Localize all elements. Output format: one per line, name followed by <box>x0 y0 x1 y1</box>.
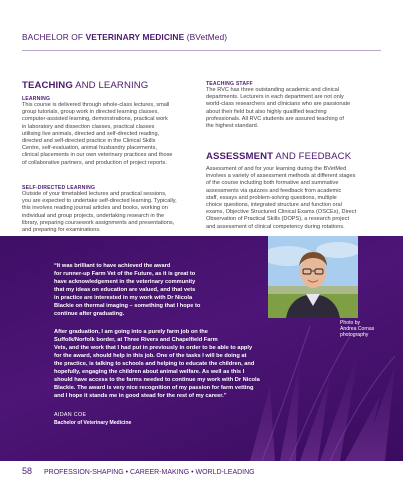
text-line: Outside of your timetabled lectures and practical sessions, <box>22 191 167 197</box>
quote-line: the practice, is talking to schools and helping to educate the children, and <box>54 361 255 367</box>
text-line: utilising live animals, directed and self-directed reading, <box>22 130 160 137</box>
teaching-title-rest: AND LEARNING <box>75 80 149 91</box>
page-footer <box>22 466 255 476</box>
quote-line: for runner-up Farm Vet of the Future, as it is great to <box>54 271 196 277</box>
quote-line: “It was brilliant to have achieved the award <box>54 263 171 269</box>
header-prefix: BACHELOR OF <box>22 32 84 42</box>
learning-heading: LEARNING <box>22 96 51 102</box>
text-line: individual and group projects, undertaking research in the <box>22 212 165 219</box>
text-line: choice questions, integrated structure and function oral <box>206 202 342 209</box>
quote-line: should have access to the farms needed to continue my work with Dr Nicola <box>54 377 260 383</box>
text-line: Centre, self-evaluation, animal husbandry placements, <box>22 145 157 152</box>
teaching-title <box>22 80 148 91</box>
header-rule <box>22 50 381 51</box>
text-line: clinical placements in our own veterinary practices and those <box>22 152 173 159</box>
quote-line: in practice are interested in my work with Dr Nicola <box>54 295 193 301</box>
text-line: this involves reading journal articles and books, working on <box>22 205 168 212</box>
assessment-title-bold: ASSESSMENT <box>206 151 274 162</box>
text-line: This course is delivered through whole-class lectures, small <box>22 102 170 108</box>
self-directed-paragraph <box>22 191 202 234</box>
text-line: group tutorials, group work in directed learning classes, <box>22 109 159 116</box>
quote-line: Vets, and the work that I had put in previously in order to be able to apply <box>54 345 253 351</box>
text-line: about their field but also highly qualified teaching <box>206 108 327 115</box>
photo-credit-line: Andrea Cornas <box>340 326 375 333</box>
quote-line: for the award, should help in this job. One of the tasks I will be doing at <box>54 353 247 359</box>
teaching-staff-heading: TEACHING STAFF <box>206 81 253 87</box>
assessment-title <box>206 151 351 162</box>
text-line: involves a variety of assessment methods at different stages <box>206 173 356 180</box>
text-line: world-class researchers and clinicians who are passionate <box>206 101 351 108</box>
text-line: of the course including both formative and summative <box>206 180 339 187</box>
text-line: directed and self-directed practice in the Clinical Skills <box>22 138 156 145</box>
quote-author-name: AIDAN COE <box>54 412 87 418</box>
photo-credit-line: Photo by <box>340 320 361 326</box>
text-line: staff, essays and problem-solving questions, multiple <box>206 194 337 201</box>
text-line: Observation of Practical Skills (DOPS), a research project <box>206 216 350 223</box>
text-line: exams, Objective Structured Clinical Exams (OSCEs), Direct <box>206 209 357 216</box>
photo-credit <box>340 320 374 339</box>
quote-body <box>54 328 344 400</box>
quote-line: Blackie. The award is very nice recognition of my passion for farm vetting <box>54 385 254 391</box>
quote-author-role: Bachelor of Veterinary Medicine <box>54 420 132 426</box>
header-course: VETERINARY MEDICINE <box>85 32 185 42</box>
page-number: 58 <box>22 466 33 476</box>
self-directed-heading: SELF-DIRECTED LEARNING <box>22 185 96 191</box>
header-suffix: (BVetMed) <box>186 32 228 42</box>
text-line: departments. Lecturers in each department are not only <box>206 94 344 101</box>
assessment-title-rest: AND FEEDBACK <box>275 151 352 162</box>
learning-paragraph <box>22 102 202 167</box>
photo-credit-line: photography <box>340 332 369 339</box>
teaching-title-bold: TEACHING <box>22 80 73 91</box>
text-line: professionals. All RVC students are assured teaching of <box>206 115 344 122</box>
page-header <box>22 32 227 42</box>
teaching-staff-paragraph <box>206 87 386 130</box>
text-line: the highest standard. <box>206 123 259 130</box>
assessment-paragraph <box>206 166 388 231</box>
text-line: computer-assisted learning, demonstrations, practical work <box>22 116 168 123</box>
text-line: in laboratory and dissection classes, practical classes <box>22 123 155 130</box>
quote-line: that my ideas on education are valued, and that vets <box>54 287 196 293</box>
text-line: and assessment of clinical competency during rotations. <box>206 223 345 230</box>
quote-line: After graduation, I am going into a purely farm job on the <box>54 329 208 335</box>
text-line: and preparing for examinations. <box>22 227 101 234</box>
text-line: Assessment of and for your learning during the BVetMed <box>206 166 347 172</box>
student-portrait-icon <box>268 236 358 318</box>
text-line: The RVC has three outstanding academic and clinical <box>206 87 339 93</box>
quote-line: Suffolk/Norfolk border, at Three Rivers and Chapelfield Farm <box>54 337 218 343</box>
quote-line: hopefully, engaging the children about animal welfare. As well as this I <box>54 369 245 375</box>
text-line: you are expected to undertake self-directed learning. Typically, <box>22 198 177 205</box>
text-line: of collaborative partners, and production of project reports. <box>22 159 167 166</box>
text-line: library, preparing coursework assignments and presentations, <box>22 219 175 226</box>
quote-line: continue after graduating. <box>54 311 125 317</box>
quote-intro <box>54 262 264 318</box>
text-line: assessments via quizzes and feedback from academic <box>206 187 342 194</box>
footer-tagline: PROFESSION-SHAPING • CAREER-MAKING • WORLD-LEADING <box>43 469 255 476</box>
quote-line: have acknowledgement in the veterinary community <box>54 279 196 285</box>
quote-line: Blackie on thermal imaging – something that I hope to <box>54 303 201 309</box>
quote-line: and I hope it stands me in good stead for the rest of my career.” <box>54 393 227 399</box>
student-photo <box>268 236 358 318</box>
